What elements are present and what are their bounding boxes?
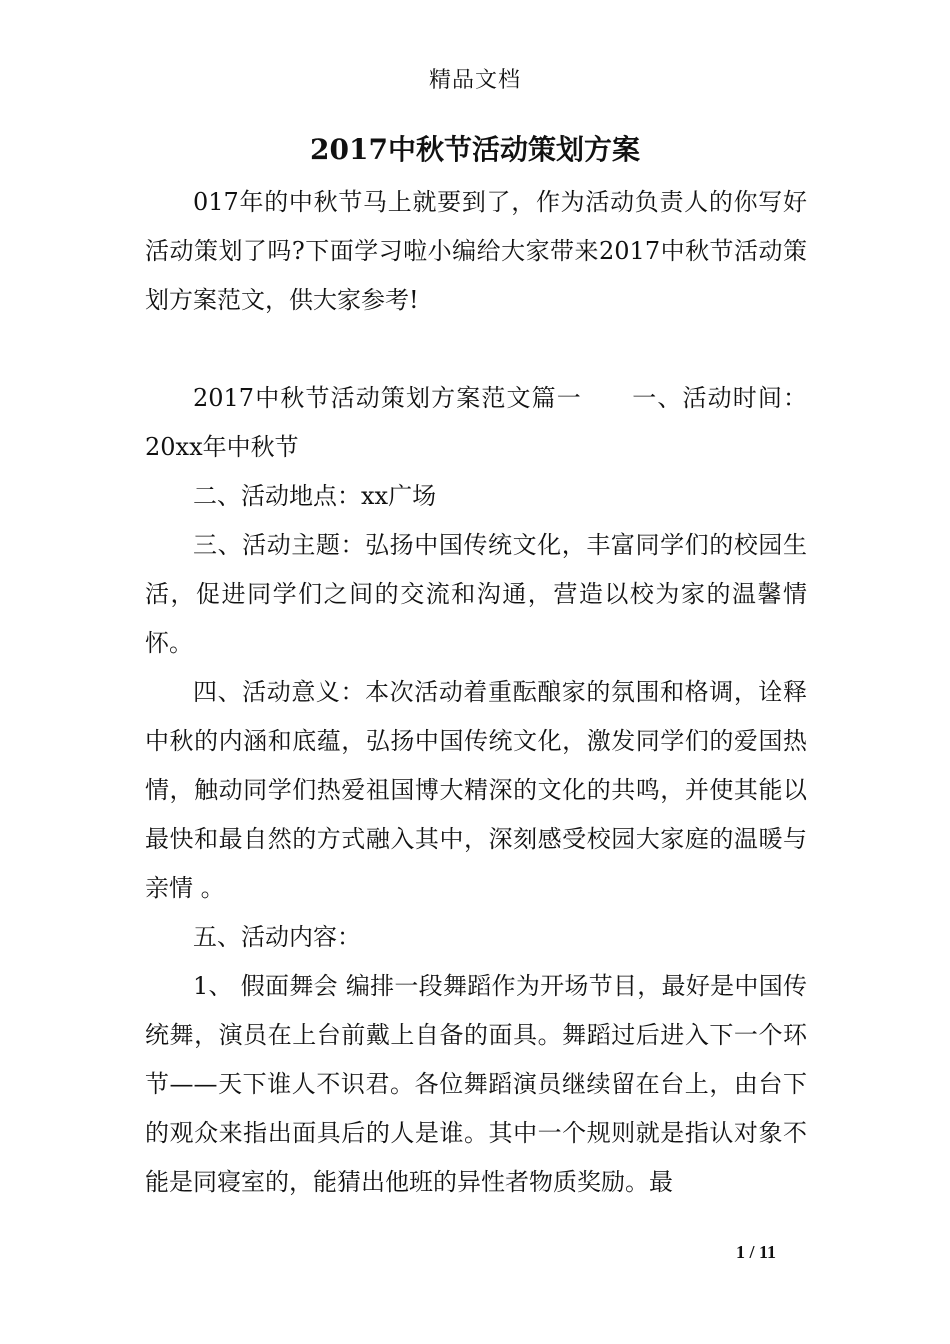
page-number: 1 / 11 xyxy=(736,1242,777,1262)
intro-paragraph: 017年的中秋节马上就要到了，作为活动负责人的你写好活动策划了吗?下面学习啦小编给大家带来2017中秋节活动策划方案范文，供大家参考! xyxy=(145,188,807,314)
document-body xyxy=(145,178,807,1207)
activity-theme-paragraph: 三、活动主题：弘扬中国传统文化，丰富同学们的校园生活，促进同学们之间的交流和沟通，营造以校为家的温馨情怀。 xyxy=(145,531,807,657)
activity-content-heading: 五、活动内容： xyxy=(193,923,361,951)
activity-meaning-paragraph: 四、活动意义：本次活动着重酝酿家的氛围和格调，诠释中秋的内涵和底蕴，弘扬中国传统文化，激发同学们的爱国热情，触动同学们热爱祖国博大精深的文化的共鸣，并使其能以最快和最自然的方式融入其中，深刻感受校园大家庭的温暖与亲情 。 xyxy=(145,678,807,902)
document-header: 精品文档 xyxy=(428,68,521,93)
masquerade-paragraph: 1、 假面舞会 编排一段舞蹈作为开场节目，最好是中国传统舞，演员在上台前戴上自备的面具。舞蹈过后进入下一个环节——天下谁人不识君。各位舞蹈演员继续留在台上，由台下的观众来指出面具后的人是谁。其中一个规则就是指认对象不能是同寝室的，能猜出他班的异性者物质奖励。最 xyxy=(145,972,807,1196)
document-title: 2017中秋节活动策划方案 xyxy=(310,133,640,166)
section-heading-paragraph: 2017中秋节活动策划方案范文篇一 一、活动时间：20xx年中秋节 xyxy=(145,384,807,461)
activity-location-paragraph: 二、活动地点：xx广场 xyxy=(193,482,437,510)
